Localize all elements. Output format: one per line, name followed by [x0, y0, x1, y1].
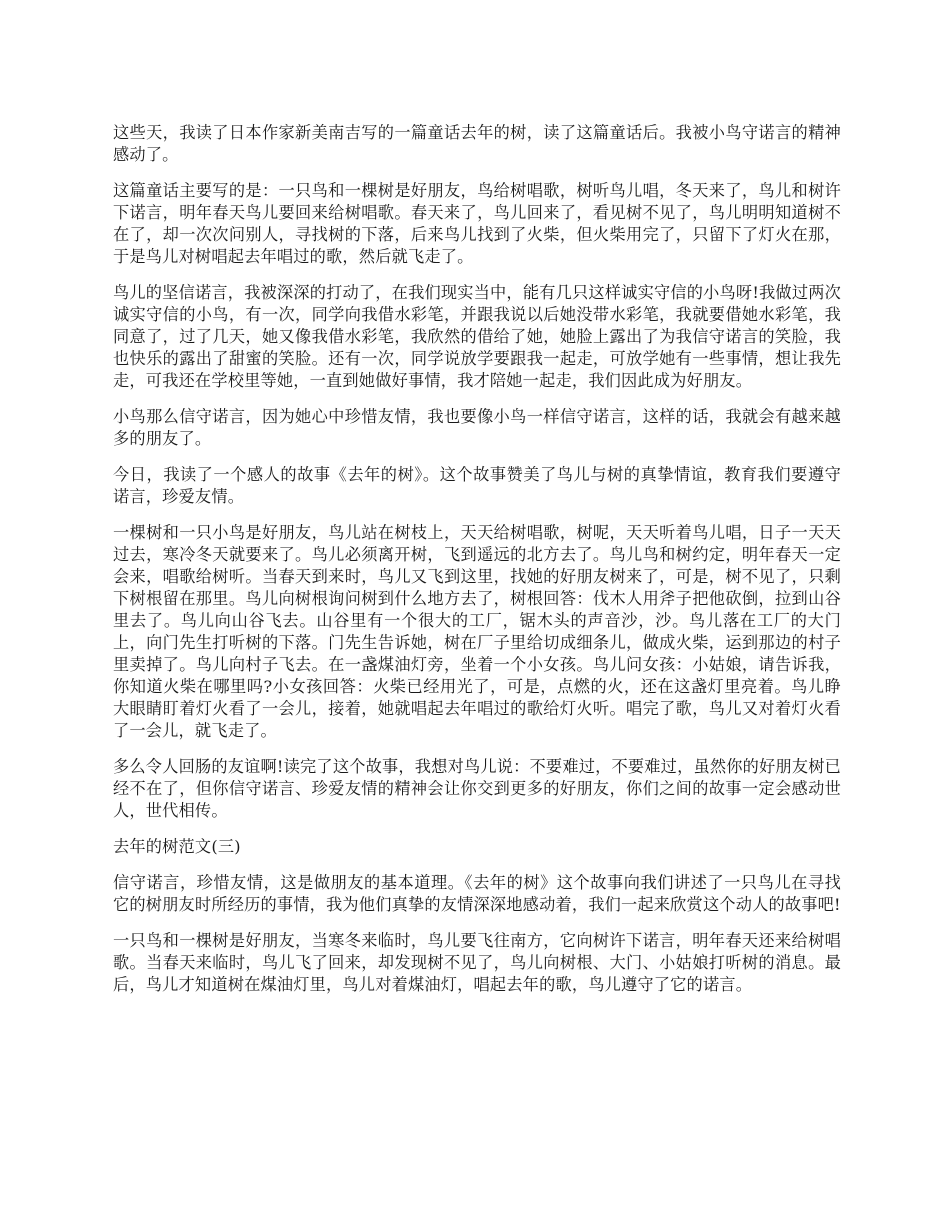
paragraph-1: 这些天，我读了日本作家新美南吉写的一篇童话去年的树，读了这篇童话后。我被小鸟守诺言的精神感动了。	[113, 123, 841, 164]
paragraph-8: 信守诺言，珍惜友情，这是做朋友的基本道理。《去年的树》这个故事向我们讲述了一只鸟儿在寻找它的树朋友时所经历的事情，我为他们真挚的友情深深地感动着，我们一起来欣赏这个动人的故事吧!	[113, 873, 841, 914]
paragraph-9: 一只鸟和一棵树是好朋友，当寒冬来临时，鸟儿要飞往南方，它向树许下诺言，明年春天还来给树唱歌。当春天来临时，鸟儿飞了回来，却发现树不见了，鸟儿向树根、大门、小姑娘打听树的消息。最后，鸟儿才知道树在煤油灯里，鸟儿对着煤油灯，唱起去年的歌，鸟儿遵守了它的诺言。	[113, 931, 841, 994]
section-heading: 去年的树范文(三)	[113, 837, 241, 856]
paragraph-4: 小鸟那么信守诺言，因为她心中珍惜友情，我也要像小鸟一样信守诺言，这样的话，我就会有越来越多的朋友了。	[113, 407, 841, 448]
paragraph-6: 一棵树和一只小鸟是好朋友，鸟儿站在树枝上，天天给树唱歌，树呢，天天听着鸟儿唱，日子一天天过去，寒冷冬天就要来了。鸟儿必须离开树，飞到遥远的北方去了。鸟儿鸟和树约定，明年春天一定会来，唱歌给树听。当春天到来时，鸟儿又飞到这里，找她的好朋友树来了，可是，树不见了，只剩下树根留在那里。鸟儿向树根询问树到什么地方去了，树根回答：伐木人用斧子把他砍倒，拉到山谷里去了。鸟儿向山谷飞去。山谷里有一个很大的工厂，锯木头的声音沙，沙。鸟儿落在工厂的大门上，向门先生打听树的下落。门先生告诉她，树在厂子里给切成细条儿，做成火柴，运到那边的村子里卖掉了。鸟儿向村子飞去。在一盏煤油灯旁，坐着一个小女孩。鸟儿问女孩：小姑娘，请告诉我，你知道火柴在哪里吗?小女孩回答：火柴已经用光了，可是，点燃的火，还在这盏灯里亮着。鸟儿睁大眼睛盯着灯火看了一会儿，接着，她就唱起去年唱过的歌给灯火听。唱完了歌，鸟儿又对着灯火看了一会儿，就飞走了。	[113, 523, 841, 740]
paragraph-2: 这篇童话主要写的是：一只鸟和一棵树是好朋友，鸟给树唱歌，树听鸟儿唱，冬天来了，鸟儿和树许下诺言，明年春天鸟儿要回来给树唱歌。春天来了，鸟儿回来了，看见树不见了，鸟儿明明知道树不在了，却一次次问别人，寻找树的下落，后来鸟儿找到了火柴，但火柴用完了，只留下了灯火在那，于是鸟儿对树唱起去年唱过的歌，然后就飞走了。	[113, 181, 841, 266]
paragraph-5: 今日，我读了一个感人的故事《去年的树》。这个故事赞美了鸟儿与树的真挚情谊，教育我们要遵守诺言，珍爱友情。	[113, 465, 841, 506]
paragraph-3: 鸟儿的坚信诺言，我被深深的打动了，在我们现实当中，能有几只这样诚实守信的小鸟呀!我做过两次诚实守信的小鸟，有一次，同学向我借水彩笔，并跟我说以后她没带水彩笔，我就要借她水彩笔，我同意了，过了几天，她又像我借水彩笔，我欣然的借给了她，她脸上露出了为我信守诺言的笑脸，我也快乐的露出了甜蜜的笑脸。还有一次，同学说放学要跟我一起走，可放学她有一些事情，想让我先走，可我还在学校里等她，一直到她做好事情，我才陪她一起走，我们因此成为好朋友。	[113, 283, 841, 390]
document-body	[113, 122, 841, 1010]
paragraph-7: 多么令人回肠的友谊啊!读完了这个故事，我想对鸟儿说：不要难过，不要难过，虽然你的好朋友树已经不在了，但你信守诺言、珍爱友情的精神会让你交到更多的好朋友，你们之间的故事一定会感动世人，世代相传。	[113, 757, 841, 820]
